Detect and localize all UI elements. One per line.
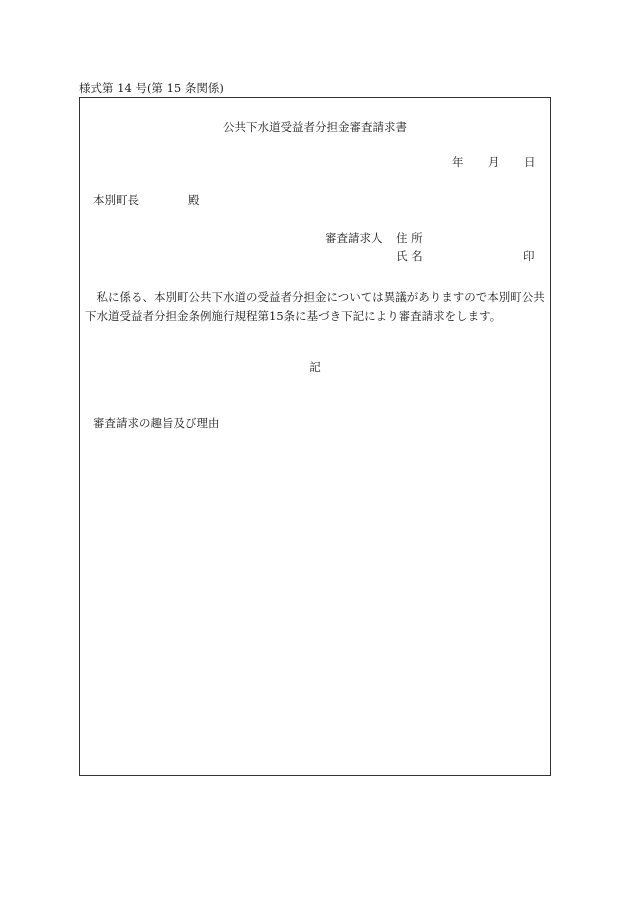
request-body-line: 下水道受益者分担金条例施行規程第15条に基づき下記により審査請求をします。 — [85, 309, 502, 323]
name-label: 氏 名 — [396, 249, 423, 263]
request-body — [85, 288, 547, 326]
form-number: 様式第 14 号(第 15 条関係) — [79, 81, 224, 95]
address-label: 住 所 — [396, 231, 423, 245]
form-title: 公共下水道受益者分担金審査請求書 — [223, 120, 407, 134]
addressee: 本別町長 — [93, 193, 139, 207]
date-month-label: 月 — [488, 155, 500, 169]
request-body-line: 私に係る、本別町公共下水道の受益者分担金については異議がありますので本別町公共 — [85, 290, 545, 304]
ki-heading: 記 — [309, 360, 321, 374]
honorific: 殿 — [188, 193, 200, 207]
seal-mark: 印 — [523, 249, 535, 263]
form-frame — [79, 97, 551, 776]
reason-heading: 審査請求の趣旨及び理由 — [93, 416, 220, 430]
date-day-label: 日 — [524, 155, 536, 169]
requester-label: 審査請求人 — [325, 231, 383, 245]
date-year-label: 年 — [452, 155, 464, 169]
